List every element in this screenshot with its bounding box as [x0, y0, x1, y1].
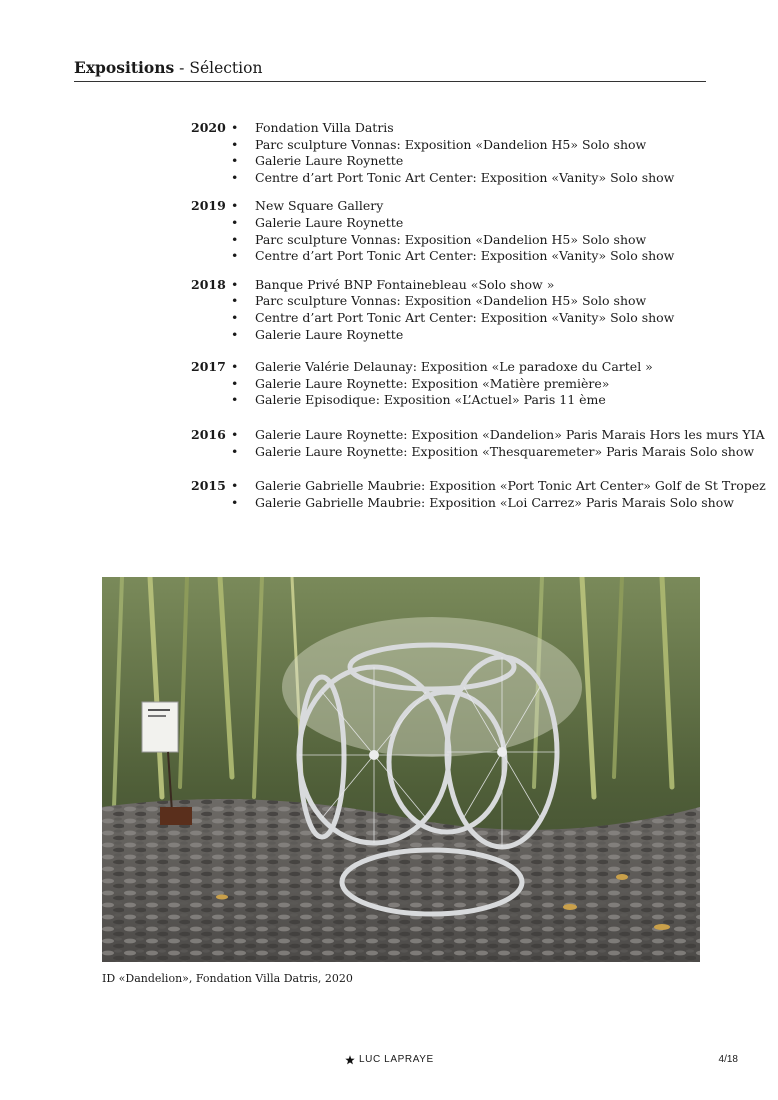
brand-name: LUC LAPRAYE [359, 1054, 434, 1065]
page-title [74, 58, 706, 78]
exhibition-item: • Parc sculpture Vonnas: Exposition «Dandelion H5» Solo show [231, 293, 711, 310]
exhibition-item: • Galerie Gabrielle Maubrie: Exposition «Loi Carrez» Paris Marais Solo show [231, 495, 711, 512]
exhibition-item: • New Square Gallery [231, 198, 711, 215]
exhibition-item: • Centre d’art Port Tonic Art Center: Exposition «Vanity» Solo show [231, 248, 711, 265]
year-label: 2015 [191, 478, 226, 494]
year-block-2015 [191, 478, 766, 511]
exhibition-item: • Banque Privé BNP Fontainebleau «Solo show » [231, 277, 711, 294]
year-label: 2016 [191, 426, 226, 442]
exhibition-item: • Parc sculpture Vonnas: Exposition «Dandelion H5» Solo show [231, 232, 711, 249]
exhibition-item: • Centre d’art Port Tonic Art Center: Exposition «Vanity» Solo show [231, 310, 711, 327]
title-bold: Expositions [74, 58, 175, 77]
exhibition-item: • Galerie Gabrielle Maubrie: Exposition «Port Tonic Art Center» Golf de St Tropez [231, 478, 711, 495]
year-block-2017 [191, 359, 711, 409]
exhibition-item: • Galerie Laure Roynette: Exposition «Dandelion» Paris Marais Hors les murs YIA [231, 427, 711, 444]
exhibition-item: • Parc sculpture Vonnas: Exposition «Dandelion H5» Solo show [231, 137, 711, 154]
page-header [74, 58, 706, 82]
exhibition-entries [231, 198, 711, 264]
year-label: 2020 [191, 120, 226, 135]
photo-caption: ID «Dandelion», Fondation Villa Datris, 2020 [102, 972, 353, 985]
exhibitions-list [191, 120, 766, 511]
exhibition-item: • Centre d’art Port Tonic Art Center: Exposition «Vanity» Solo show [231, 170, 711, 187]
year-block-2016 [191, 426, 765, 460]
exhibition-item: • Galerie Laure Roynette [231, 327, 711, 344]
dandelion-photo [102, 577, 700, 962]
exhibition-item: • Galerie Laure Roynette [231, 153, 711, 170]
exhibition-item: • Fondation Villa Datris [231, 120, 711, 137]
year-label: 2018 [191, 276, 226, 292]
exhibition-entries [231, 120, 711, 186]
exhibition-item: • Galerie Valérie Delaunay: Exposition «Le paradoxe du Cartel » [231, 359, 711, 376]
exhibition-entries [231, 426, 765, 460]
exhibition-entries [231, 478, 766, 511]
year-label: 2019 [191, 198, 226, 214]
page-number: 4/18 [718, 1054, 738, 1065]
exhibition-entries [231, 359, 711, 409]
exhibition-item: • Galerie Laure Roynette: Exposition «Thesquaremeter» Paris Marais Solo show [231, 444, 711, 461]
year-label: 2017 [191, 359, 226, 375]
exhibition-entries [231, 277, 711, 343]
star-icon [345, 1055, 355, 1065]
year-block-2019 [191, 198, 711, 264]
photo-illustration [102, 577, 700, 962]
exhibition-item: • Galerie Episodique: Exposition «L’Actuel» Paris 11 ème [231, 392, 711, 409]
exhibition-item: • Galerie Laure Roynette: Exposition «Matière première» [231, 376, 711, 393]
year-block-2020 [191, 120, 711, 186]
footer-brand [345, 1053, 434, 1067]
year-block-2018 [191, 277, 711, 343]
title-rest: - Sélection [174, 59, 263, 77]
exhibition-item: • Galerie Laure Roynette [231, 215, 711, 232]
